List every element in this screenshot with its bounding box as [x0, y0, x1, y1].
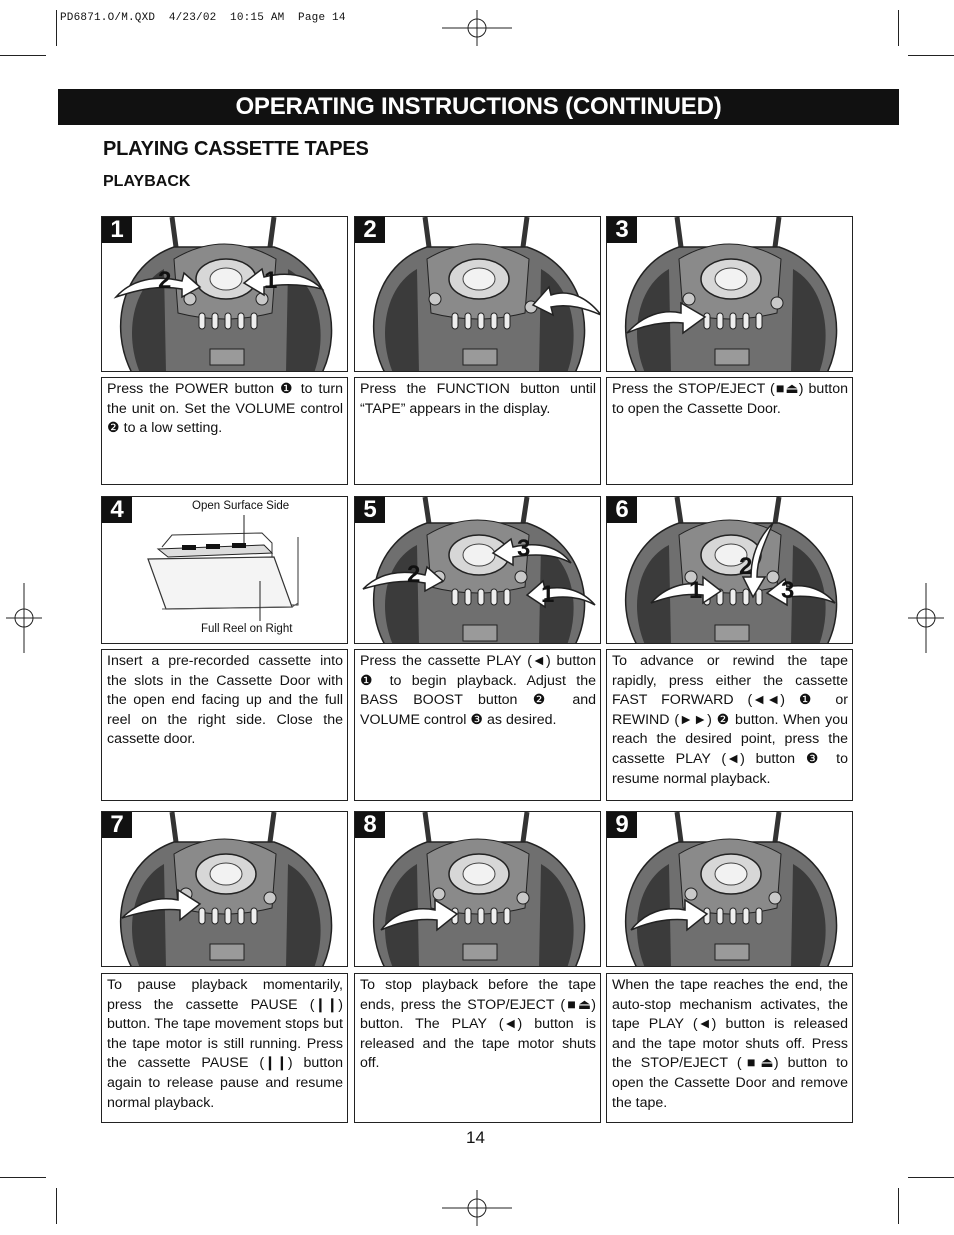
step-2-text: Press the FUNCTION button until “TAPE” appears in the display.: [354, 377, 601, 485]
callout-number: 2: [739, 553, 753, 580]
step-number: 8: [355, 812, 385, 838]
step-9-text: When the tape reaches the end, the auto-stop mechanism activates, the tape PLAY (◄) button is released and the tape motor shuts off. Press the STOP/EJECT (■⏏) button to open the Cassette Door and remove the tape.: [606, 973, 853, 1123]
crop-mark: [0, 1177, 46, 1178]
crop-mark: [908, 55, 954, 56]
step-number: 2: [355, 217, 385, 243]
callout-arrow-icon: [607, 812, 853, 967]
step-number: 5: [355, 497, 385, 523]
crop-mark: [908, 1177, 954, 1178]
callout-number: 2: [158, 267, 172, 294]
callout-number: 3: [517, 535, 531, 562]
cassette-door-diagram: [102, 497, 348, 644]
crop-mark: [0, 55, 46, 56]
step-number: 4: [102, 497, 132, 523]
step-number: 1: [102, 217, 132, 243]
file-slug: PD6871.O/M.QXD 4/23/02 10:15 AM Page 14: [60, 12, 346, 24]
callout-arrow-icon: [102, 217, 348, 372]
callout-arrow-icon: [355, 812, 601, 967]
callout-arrow-icon: [102, 812, 348, 967]
callout-number: 1: [689, 577, 703, 604]
diagram-label-top: Open Surface Side: [192, 500, 290, 512]
crop-mark: [56, 1188, 57, 1224]
callout-number: 3: [781, 577, 795, 604]
diagram-label-bottom: Full Reel on Right: [201, 623, 293, 635]
step-8-illustration: [354, 811, 601, 967]
crop-mark: [898, 10, 899, 46]
page-banner: OPERATING INSTRUCTIONS (CONTINUED): [58, 89, 899, 125]
step-number: 6: [607, 497, 637, 523]
callout-number: 1: [264, 267, 278, 294]
crop-mark: [56, 10, 57, 46]
step-4-text: Insert a pre-recorded cassette into the slots in the Cassette Door with the open end facing up and the full reel on the right side. Close the cassette door.: [101, 649, 348, 801]
step-7-illustration: [101, 811, 348, 967]
callout-number: 2: [407, 561, 421, 588]
step-7-text: To pause playback momentarily, press the cassette PAUSE (❙❙) button. The tape movement stops but the tape motor is still running. Press the cassette PAUSE (❙❙) button again to release pause and resume normal playback.: [101, 973, 348, 1123]
step-3-illustration: [606, 216, 853, 372]
step-1-illustration: [101, 216, 348, 372]
step-2-illustration: [354, 216, 601, 372]
registration-mark-bottom: [442, 1190, 512, 1226]
step-1-text: Press the POWER button ❶ to turn the unit on. Set the VOLUME control ❷ to a low setting.: [101, 377, 348, 485]
step-6-text: To advance or rewind the tape rapidly, press either the cassette FAST FORWARD (◄◄) ❶ or REWIND (►►) ❷ button. When you reach the desired point, press the cassette PLAY (◄) button ❸ to resume normal playback.: [606, 649, 853, 801]
section-title: PLAYING CASSETTE TAPES: [103, 138, 369, 160]
step-6-illustration: [606, 496, 853, 644]
page-number: 14: [466, 1128, 485, 1147]
step-5-illustration: [354, 496, 601, 644]
callout-arrow-icon: [607, 497, 853, 644]
step-3-text: Press the STOP/EJECT (■⏏) button to open the Cassette Door.: [606, 377, 853, 485]
callout-number: 1: [541, 581, 555, 608]
crop-mark: [898, 1188, 899, 1224]
callout-arrow-icon: [355, 217, 601, 372]
registration-mark-left: [6, 583, 42, 653]
step-9-illustration: [606, 811, 853, 967]
callout-arrow-icon: [607, 217, 853, 372]
step-4-illustration: [101, 496, 348, 644]
step-number: 3: [607, 217, 637, 243]
step-8-text: To stop playback before the tape ends, press the STOP/EJECT (■⏏) button. The PLAY (◄) button is released and the tape motor shuts off.: [354, 973, 601, 1123]
step-5-text: Press the cassette PLAY (◄) button ❶ to begin playback. Adjust the BASS BOOST button ❷ and VOLUME control ❸ as desired.: [354, 649, 601, 801]
step-number: 9: [607, 812, 637, 838]
registration-mark-top: [442, 10, 512, 46]
step-number: 7: [102, 812, 132, 838]
callout-arrow-icon: [355, 497, 601, 644]
registration-mark-right: [908, 583, 944, 653]
subsection-title: PLAYBACK: [103, 173, 191, 190]
